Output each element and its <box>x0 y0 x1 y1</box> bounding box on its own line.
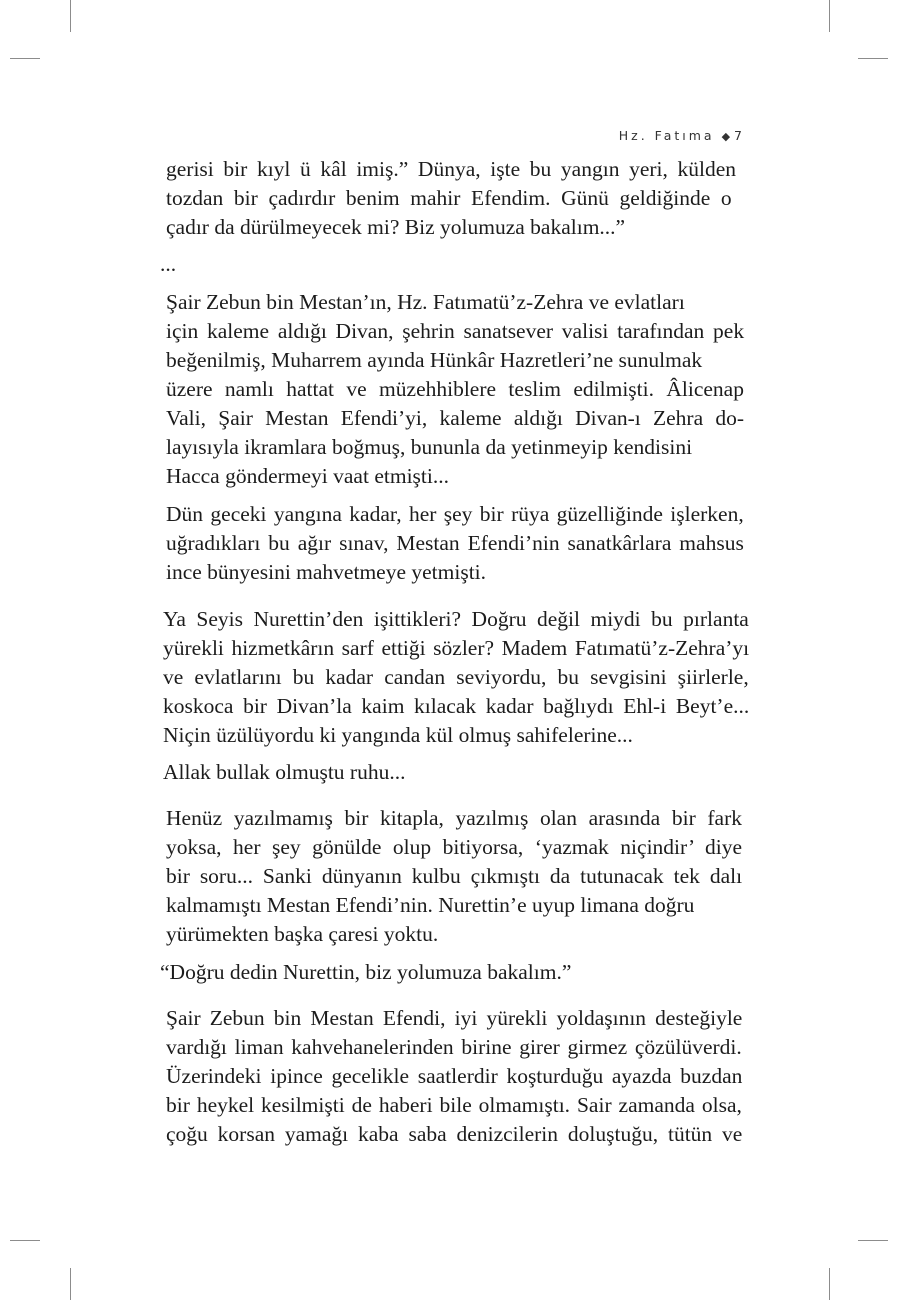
crop-mark-left-bottom <box>10 1240 40 1241</box>
text-line: yürümekten başka çaresi yoktu. <box>166 922 439 946</box>
text-line: Dün geceki yangına kadar, her şey bir rüya güzelliğinde işlerken, <box>166 502 744 526</box>
text-line: vardığı liman kahvehanelerinden birine girer girmez çözülüverdi. <box>166 1035 742 1059</box>
text-line: uğradıkları bu ağır sınav, Mestan Efendi’nin sanatkârlara mahsus <box>166 531 744 555</box>
text-line: layısıyla ikramlara boğmuş, bununla da yetinmeyip kendisini <box>166 435 693 459</box>
text-line: ... <box>160 252 177 276</box>
text-line: ve evlatlarını bu kadar candan seviyordu, bu sevgisini şiirlerle, <box>163 665 749 689</box>
crop-mark-top-left <box>70 0 71 32</box>
text-line: Niçin üzülüyordu ki yangında kül olmuş sahifelerine... <box>163 723 633 747</box>
text-line: üzere namlı hattat ve müzehhiblere teslim edilmişti. Âlicenap <box>166 377 744 401</box>
text-line: ince bünyesini mahvetmeye yetmişti. <box>166 560 487 584</box>
text-line: Vali, Şair Mestan Efendi’yi, kaleme aldığı Divan-ı Zehra do- <box>166 406 745 430</box>
header-separator-icon: ◆ <box>721 130 731 143</box>
crop-mark-right-top <box>858 58 888 59</box>
header-title: Hz. Fatıma <box>618 128 715 143</box>
page-number: 7 <box>734 128 745 143</box>
text-line: Henüz yazılmamış bir kitapla, yazılmış olan arasında bir fark <box>166 806 742 830</box>
text-line: çoğu korsan yamağı kaba saba denizcilerin doluştuğu, tütün ve <box>166 1122 743 1146</box>
text-line: bir heykel kesilmişti de haberi bile olmamıştı. Sair zamanda olsa, <box>166 1093 742 1117</box>
text-line: beğenilmiş, Muharrem ayında Hünkâr Hazretleri’ne sunulmak <box>166 348 703 372</box>
text-line: çadır da dürülmeyecek mi? Biz yolumuza bakalım...” <box>166 215 626 239</box>
crop-mark-bottom-right <box>829 1268 830 1300</box>
text-line: “Doğru dedin Nurettin, biz yolumuza bakalım.” <box>160 960 572 984</box>
text-line: yoksa, her şey gönülde olup bitiyorsa, ‘yazmak niçindir’ diye <box>166 835 743 859</box>
text-line: koskoca bir Divan’la kaim kılacak kadar bağlıydı Ehl-i Beyt’e... <box>163 694 750 718</box>
text-line: tozdan bir çadırdır benim mahir Efendim. Günü geldiğinde o <box>166 186 732 210</box>
crop-mark-right-bottom <box>858 1240 888 1241</box>
text-line: Hacca göndermeyi vaat etmişti... <box>166 464 449 488</box>
text-line: Ya Seyis Nurettin’den işittikleri? Doğru değil miydi bu pırlanta <box>163 607 749 631</box>
text-line: bir soru... Sanki dünyanın kulbu çıkmıştı da tutunacak tek dalı <box>166 864 743 888</box>
text-line: Allak bullak olmuştu ruhu... <box>163 760 406 784</box>
text-line: Üzerindeki ipince gecelikle saatlerdir koşturduğu ayazda buzdan <box>166 1064 743 1088</box>
running-header <box>0 128 745 143</box>
crop-mark-left-top <box>10 58 40 59</box>
text-line: gerisi bir kıyl ü kâl imiş.” Dünya, işte bu yangın yeri, külden <box>166 157 737 181</box>
text-line: kalmamıştı Mestan Efendi’nin. Nurettin’e uyup limana doğru <box>166 893 695 917</box>
crop-mark-top-right <box>829 0 830 32</box>
text-line: için kaleme aldığı Divan, şehrin sanatsever valisi tarafından pek <box>166 319 745 343</box>
text-line: Şair Zebun bin Mestan Efendi, iyi yürekli yoldaşının desteğiyle <box>166 1006 743 1030</box>
crop-mark-bottom-left <box>70 1268 71 1300</box>
text-line: Şair Zebun bin Mestan’ın, Hz. Fatımatü’z-Zehra ve evlatları <box>166 290 685 314</box>
text-line: yürekli hizmetkârın sarf ettiği sözler? Madem Fatımatü’z-Zehra’yı <box>163 636 750 660</box>
